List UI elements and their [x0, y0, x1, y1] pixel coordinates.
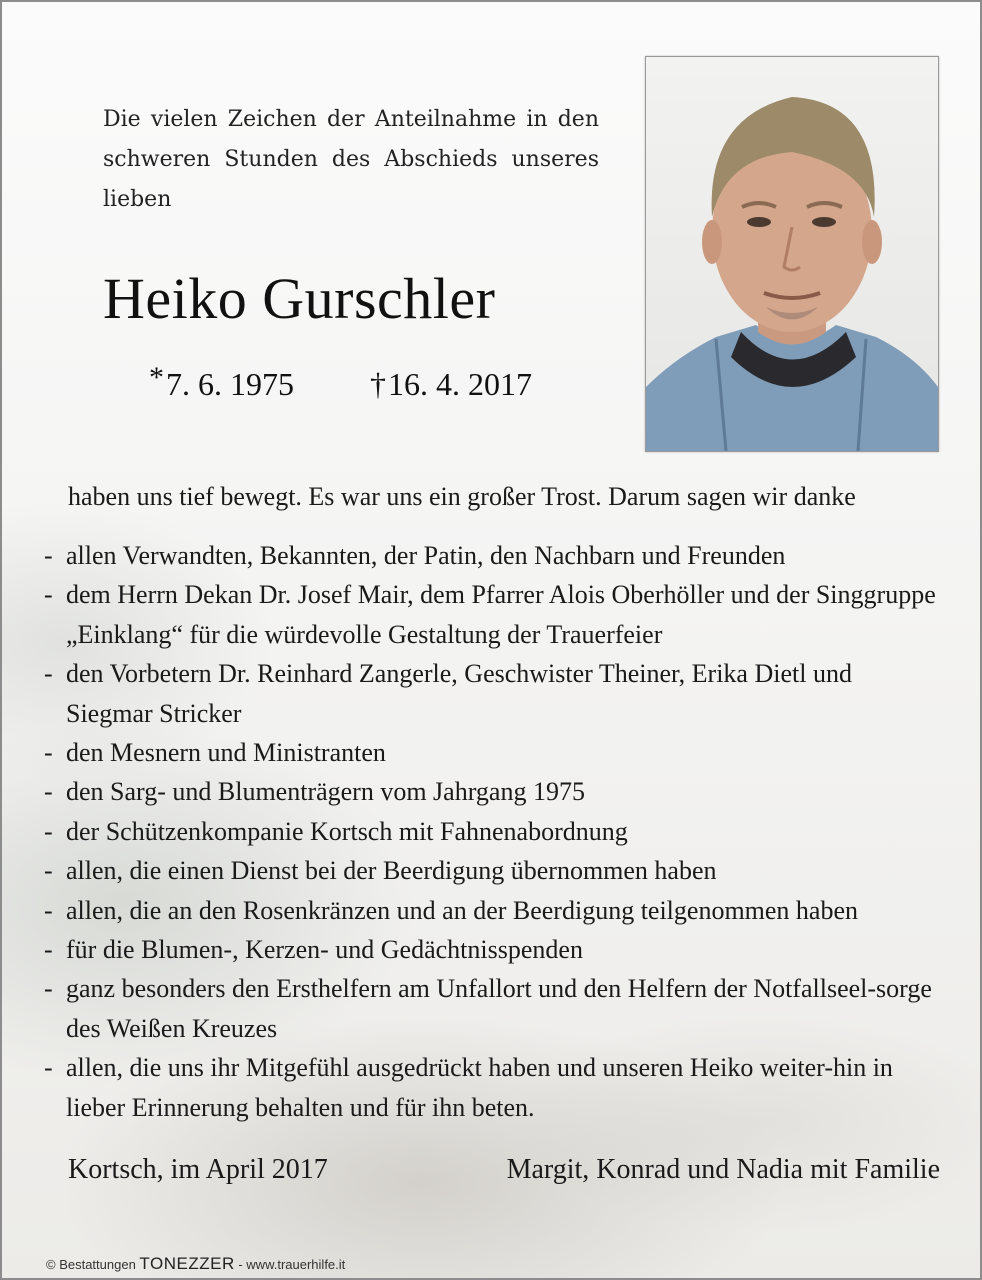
list-dash: -: [44, 816, 53, 846]
death-cross-icon: †: [370, 366, 386, 402]
list-item: - ganz besonders den Ersthelfern am Unfallort und den Helfern der Notfallseel-sorge des Weißen Kreuzes: [44, 969, 944, 1048]
list-item: - den Mesnern und Ministranten: [44, 733, 944, 772]
list-dash: -: [44, 935, 53, 965]
place-and-date: Kortsch, im April 2017: [68, 1154, 328, 1185]
list-dash: -: [44, 856, 53, 886]
birth-star-icon: *: [149, 361, 164, 394]
list-item: - dem Herrn Dekan Dr. Josef Mair, dem Pfarrer Alois Oberhöller und der Singgruppe „Einklang“ für die würdevolle Gestaltung der Trauerfeier: [44, 575, 944, 654]
birth-date-value: 7. 6. 1975: [166, 366, 294, 402]
list-item: - allen, die uns ihr Mitgefühl ausgedrückt haben und unseren Heiko weiter-hin in lieber Erinnerung behalten und für ihn beten.: [44, 1048, 944, 1127]
list-dash: -: [44, 738, 53, 768]
list-dash: -: [44, 974, 53, 1004]
credit-suffix: - www.trauerhilfe.it: [234, 1257, 346, 1272]
list-item: - allen, die einen Dienst bei der Beerdigung übernommen haben: [44, 851, 944, 890]
death-date: [370, 366, 532, 403]
deceased-name: Heiko Gurschler: [103, 266, 496, 331]
list-dash: -: [44, 659, 53, 689]
family-signature: Margit, Konrad und Nadia mit Familie: [506, 1154, 940, 1185]
list-dash: -: [44, 1053, 53, 1083]
list-item: - allen Verwandten, Bekannten, der Patin, den Nachbarn und Freunden: [44, 536, 944, 575]
intro-text: Die vielen Zeichen der Anteilnahme in den schweren Stunden des Abschieds unseres lieben: [103, 107, 599, 212]
list-dash: -: [44, 777, 53, 807]
credit-prefix: © Bestattungen: [46, 1257, 140, 1272]
list-item: - allen, die an den Rosenkränzen und an der Beerdigung teilgenommen haben: [44, 891, 944, 930]
funeral-home-credit: [46, 1254, 345, 1274]
list-item: - der Schützenkompanie Kortsch mit Fahnenabordnung: [44, 812, 944, 851]
list-item: - den Vorbetern Dr. Reinhard Zangerle, Geschwister Theiner, Erika Dietl und Siegmar Stricker: [44, 654, 944, 733]
list-dash: -: [44, 895, 53, 925]
portrait-image: [646, 57, 938, 451]
thanks-list: [44, 536, 944, 1127]
list-dash: -: [44, 541, 53, 570]
thanks-line: haben uns tief bewegt. Es war uns ein großer Trost. Darum sagen wir danke: [68, 482, 856, 511]
portrait-photo: [645, 56, 939, 452]
birth-date: [149, 361, 294, 403]
death-date-value: 16. 4. 2017: [388, 366, 532, 402]
credit-brand: TONEZZER: [139, 1254, 235, 1273]
list-item: - den Sarg- und Blumenträgern vom Jahrgang 1975: [44, 772, 944, 811]
list-item: - für die Blumen-, Kerzen- und Gedächtnisspenden: [44, 930, 944, 969]
list-dash: -: [44, 580, 53, 610]
